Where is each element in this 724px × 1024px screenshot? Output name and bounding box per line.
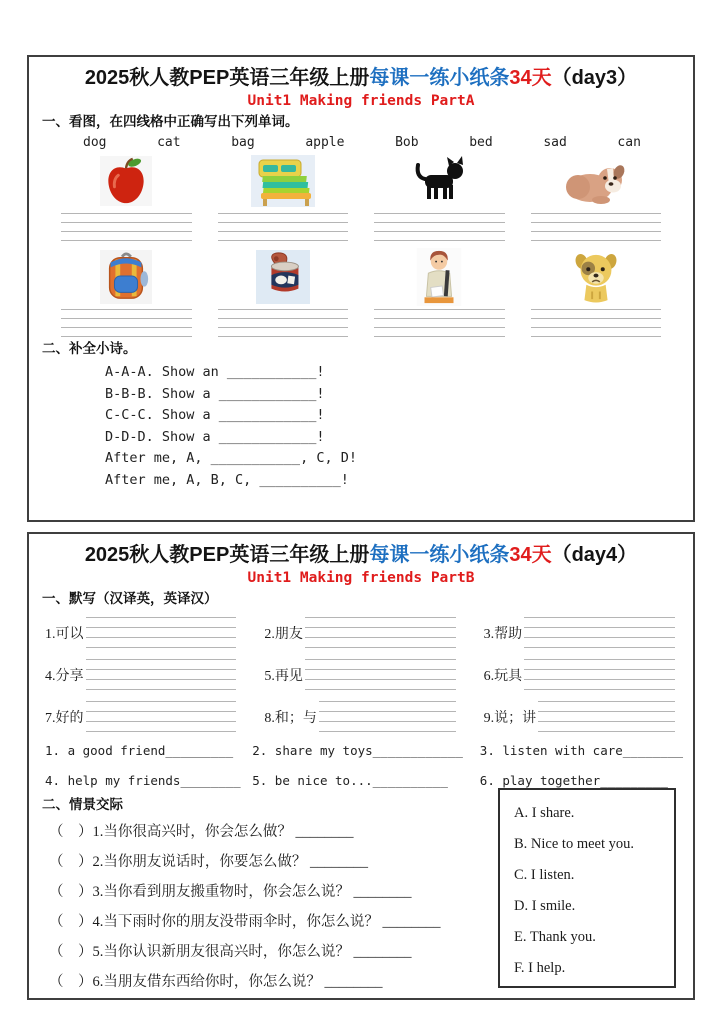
bed-image [218,154,349,208]
phrase-item: 3. listen with care________ [479,743,683,758]
dictation-item [484,699,675,734]
title-course-text: 2025秋人教PEP英语三年级上册 [84,67,370,89]
poem-line: After me, A, B, C, __________! [105,471,349,488]
dictation-item [45,699,236,734]
writing-lines [524,617,675,648]
question-item: （ ）1.当你很高兴时，你会怎么做？ ________ [49,824,354,840]
title-series-text: 每课一练小纸条 [369,544,510,566]
picture-cell [531,250,662,337]
question-item: （ ）5.当你认识新朋友很高兴时，你怎么说？ ________ [49,944,412,960]
phrase-item: 1. a good friend_________ [45,743,234,758]
writing-lines [305,617,456,648]
section1-heading-day3: 一、看图，在四线格中正确写出下列单词。 [42,114,299,129]
phrase-item: 2. share my toys____________ [252,743,463,758]
bag-image [61,250,192,304]
unit-subtitle-day4: Unit1 Making friends PartB [247,570,475,586]
word-bank-item: bed [469,135,493,150]
sheet-title-day3 [35,66,687,91]
writing-lines [538,701,675,732]
writing-lines [524,659,675,690]
title-series-text: 每课一练小纸条 [369,67,510,89]
picture-cell [218,154,349,241]
worksheet-day4 [27,532,695,1000]
writing-lines [86,659,237,690]
writing-lines [374,213,505,241]
option-item: B. Nice to meet you. [514,836,635,852]
title-days-text: 34天 [509,67,552,89]
dictation-label: 8.和；与 [264,710,317,726]
poem-line: After me, A, ___________, C, D! [105,450,357,466]
option-item: F. I help. [514,960,566,976]
phrase-item: 6. play together_________ [479,773,668,788]
picture-cell [61,154,192,241]
apple-image [61,154,192,208]
picture-grid [29,152,693,337]
answer-options-box [498,788,676,988]
phrase-grid [29,734,693,788]
writing-lines [86,617,237,648]
title-daynum-text: （day4） [551,544,638,566]
word-bank-item: Bob [395,135,419,150]
question-item: （ ）4.当下雨时你的朋友没带雨伞时，你怎么说？ ________ [49,914,441,930]
dictation-label: 6.玩具 [483,668,523,684]
dictation-item [484,657,675,692]
writing-lines [319,701,456,732]
writing-lines [531,213,662,241]
phrase-item: 4. help my friends________ [45,773,241,788]
section2-heading-day3: 二、补全小诗。 [42,341,137,356]
section2-heading-day4: 二、情景交际 [42,797,123,812]
poem-line: A-A-A. Show an ___________! [105,364,325,380]
unit-subtitle-day3: Unit1 Making friends PartA [247,93,475,109]
dictation-label: 1.可以 [45,626,84,642]
dictation-label: 3.帮助 [483,626,523,642]
dictation-item [45,615,236,650]
dictation-label: 5.再见 [264,668,303,684]
dictation-item [484,615,675,650]
writing-lines [61,213,192,241]
dictation-grid [29,610,693,734]
word-bank-item: sad [543,135,567,150]
bob-image [374,250,505,304]
title-days-text: 34天 [509,544,552,566]
sheet-title-day4 [35,543,687,568]
dictation-label: 7.好的 [45,710,84,726]
word-bank-item: apple [305,135,345,150]
poem-line: D-D-D. Show a ____________! [105,428,325,445]
dictation-item [264,699,455,734]
word-bank-item: cat [157,135,181,150]
writing-lines [218,309,349,337]
writing-lines [374,309,505,337]
writing-lines [61,309,192,337]
picture-cell [61,250,192,337]
picture-cell [531,154,662,241]
writing-lines [86,701,237,732]
word-bank-item: can [617,135,641,150]
writing-lines [218,213,349,241]
question-item: （ ）6.当朋友借东西给你时，你怎么说？ ________ [49,974,383,990]
dictation-label: 9.说；讲 [483,710,537,726]
word-bank-item: dog [83,135,107,150]
section1-heading-day4: 一、默写（汉译英，英译汉） [42,591,218,606]
dog-image [531,154,662,208]
poem-line: B-B-B. Show a ____________! [105,385,325,402]
dictation-label: 2.朋友 [264,626,303,642]
dictation-label: 4.分享 [45,668,84,684]
word-bank-item: bag [231,135,255,150]
title-daynum-text: （day3） [551,67,638,89]
dictation-item [264,657,455,692]
picture-cell [374,250,505,337]
poem-block [105,362,693,491]
option-item: E. Thank you. [514,929,596,945]
dictation-item [264,615,455,650]
worksheet-day3 [27,55,695,522]
word-bank [29,133,693,152]
poem-line: C-C-C. Show a ____________! [105,407,325,423]
question-item: （ ）3.当你看到朋友搬重物时，你会怎么说？ ________ [49,884,412,900]
option-item: D. I smile. [514,898,576,914]
question-list [49,817,511,997]
option-item: A. I share. [514,805,575,821]
cat-image [374,154,505,208]
picture-cell [374,154,505,241]
question-item: （ ）2.当你朋友说话时，你要怎么做？ ________ [49,854,368,870]
picture-cell [218,250,349,337]
can-image [218,250,349,304]
sad-puppy-image [531,250,662,304]
title-course-text: 2025秋人教PEP英语三年级上册 [84,544,370,566]
writing-lines [531,309,662,337]
dictation-item [45,657,236,692]
writing-lines [305,659,456,690]
option-item: C. I listen. [514,867,575,883]
phrase-item: 5. be nice to...__________ [252,773,448,788]
